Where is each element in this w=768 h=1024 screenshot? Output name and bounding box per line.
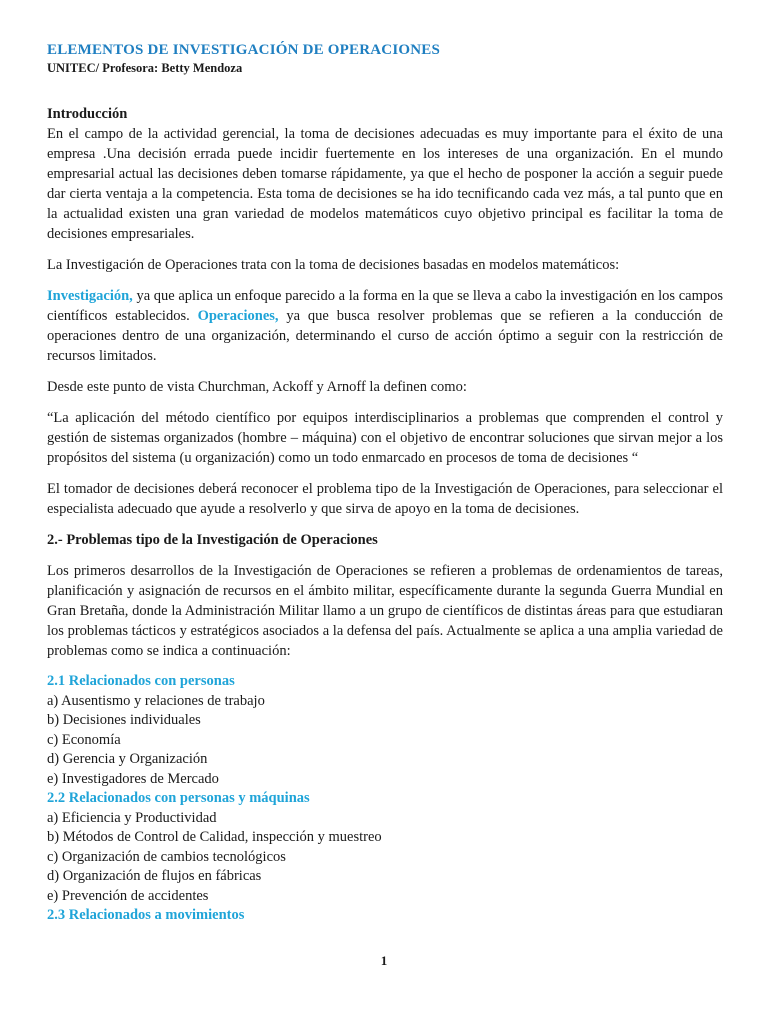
- professor-label: Profesora: Betty Mendoza: [99, 61, 243, 75]
- intro-paragraph-2: La Investigación de Operaciones trata con la toma de decisiones basadas en modelos matemáticos:: [47, 257, 620, 273]
- institution-label: UNITEC/: [47, 61, 100, 75]
- document-subtitle: [47, 60, 723, 76]
- list-item: e) Investigadores de Mercado: [47, 770, 219, 787]
- intro-paragraph-3-text-2: ya que busca resolver problemas que se refieren a la conducción de operaciones dentro de una organización, determinando el curso de acción óptimo a seguir con la restricción de recursos limitados.: [47, 308, 723, 364]
- subsection-2-1-heading: 2.1 Relacionados con personas: [47, 673, 235, 689]
- intro-paragraph-3-text-1: ya que aplica un enfoque parecido a la forma en la que se lleva a cabo la investigación en los campos científicos establecidos.: [47, 288, 723, 324]
- list-item: a) Ausentismo y relaciones de trabajo: [47, 692, 265, 709]
- list-item: a) Eficiencia y Productividad: [47, 809, 217, 826]
- subsection-2-3-heading: 2.3 Relacionados a movimientos: [47, 907, 245, 923]
- list-item: d) Gerencia y Organización: [47, 751, 208, 767]
- list-item: b) Métodos de Control de Calidad, inspección y muestreo: [47, 829, 382, 845]
- list-item: b) Decisiones individuales: [47, 712, 201, 728]
- intro-paragraph-1: En el campo de la actividad gerencial, la toma de decisiones adecuadas es muy importante para el éxito de una empresa .Una decisión errada puede incidir fuertemente en los intereses de una organización. En el mundo empresarial actual las decisiones deben tomarse rápidamente, ya que el hecho de posponer la acción a seguir puede dar cierta ventaja a la competencia. Esta toma de decisiones se ha ido tecnificando cada vez más, a tal punto que en la actualidad existen una gran variedad de modelos matemáticos cuyo objetivo principal es facilitar la toma de decisiones empresariales.: [47, 126, 723, 242]
- list-item: c) Economía: [47, 731, 121, 748]
- section-2-heading: 2.- Problemas tipo de la Investigación de Operaciones: [47, 532, 378, 548]
- section-2-paragraph: Los primeros desarrollos de la Investigación de Operaciones se refieren a problemas de ordenamientos de tareas, planificación y asignación de recursos en el ámbito militar, específicamente durante la segunda Guerra Mundial en Gran Bretaña, donde la Administración Militar llamo a un grupo de científicos de distintas áreas para que estudiaran los problemas tácticos y estratégicos asociados a la defensa del país. Actualmente se aplica a una amplia variedad de problemas como se indica a continuación:: [47, 563, 723, 659]
- intro-heading: Introducción: [47, 106, 128, 122]
- document-title: ELEMENTOS DE INVESTIGACIÓN DE OPERACIONES: [47, 42, 441, 58]
- intro-paragraph-3: [47, 286, 723, 366]
- subsection-2-2-list: [47, 809, 723, 907]
- intro-paragraph-6: El tomador de decisiones deberá reconocer el problema tipo de la Investigación de Operaciones, para seleccionar el especialista adecuado que ayude a resolverlo y que sirva de apoyo en la toma de decisiones.: [47, 481, 723, 517]
- intro-paragraph-4: Desde este punto de vista Churchman, Ackoff y Arnoff la definen como:: [47, 379, 467, 395]
- term-operaciones: Operaciones,: [197, 308, 279, 324]
- page-number: 1: [380, 953, 388, 968]
- list-item: e) Prevención de accidentes: [47, 887, 209, 904]
- list-item: d) Organización de flujos en fábricas: [47, 868, 262, 884]
- definition-quote: “La aplicación del método científico por equipos interdisciplinarios a problemas que comprenden el control y gestión de sistemas organizados (hombre – máquina) con el objetivo de encontrar soluciones que sirvan mejor a los propósitos del sistema (u organización) como un todo enmarcado en procesos de toma de decisiones “: [47, 410, 723, 466]
- subsection-2-2-heading: 2.2 Relacionados con personas y máquinas: [47, 790, 310, 806]
- list-item: c) Organización de cambios tecnológicos: [47, 848, 286, 865]
- term-investigacion: Investigación,: [47, 288, 133, 304]
- subsection-2-1-list: [47, 692, 723, 790]
